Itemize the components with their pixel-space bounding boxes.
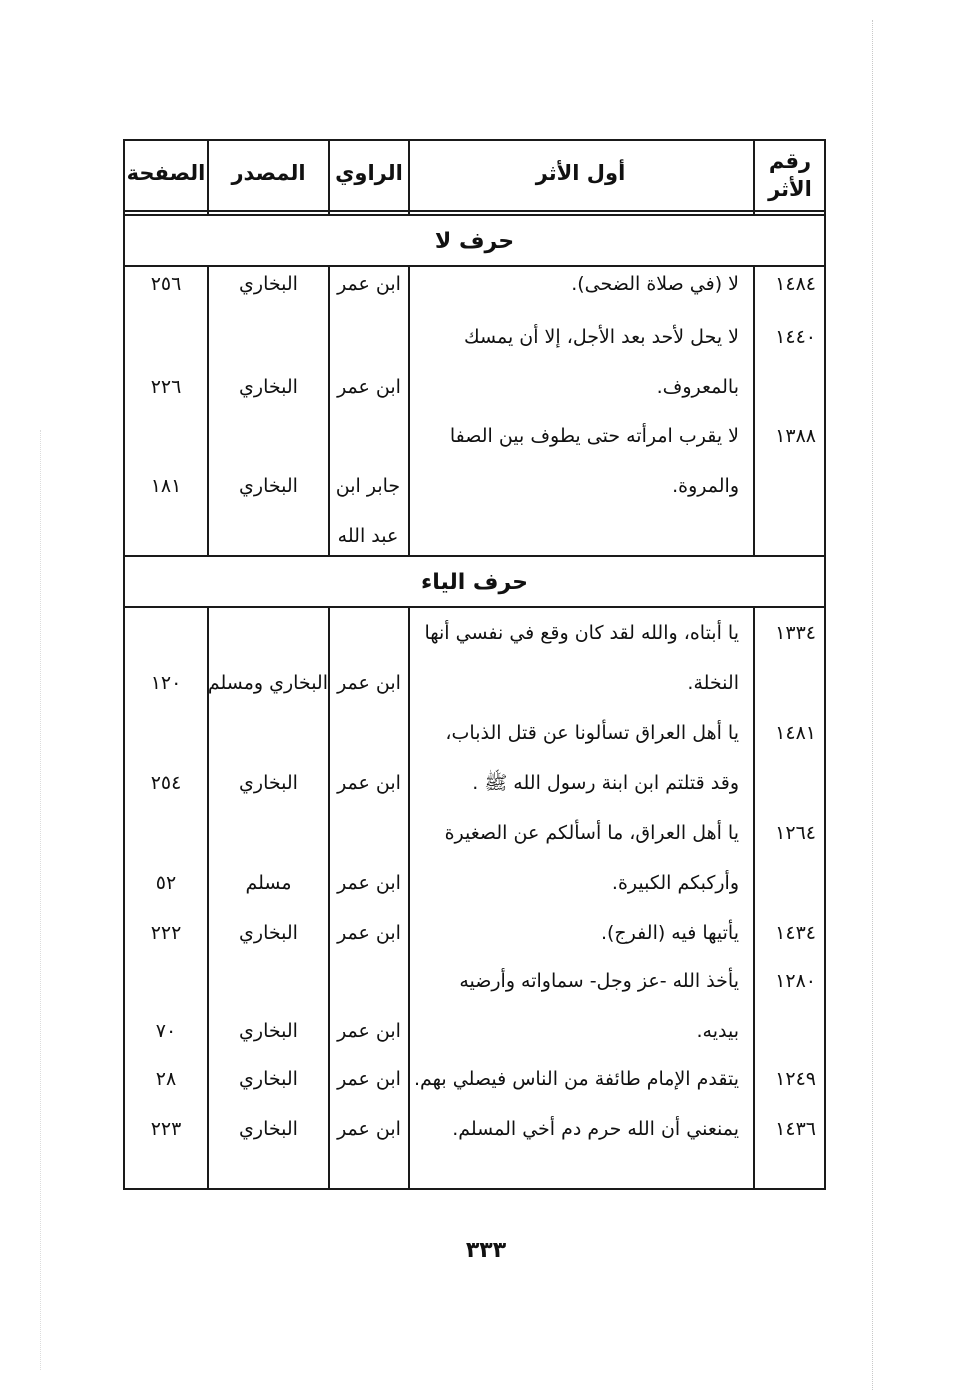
athar-number: ١٤٣٦: [775, 1118, 816, 1140]
athar-text: يأخذ الله -عز وجل- سماواته وأرضيه: [459, 970, 739, 992]
source: البخاري: [239, 1118, 298, 1140]
athar-index-table: [123, 139, 826, 1190]
page-ref: ٢٢٣: [150, 1118, 182, 1140]
header-page: الصفحة: [126, 161, 206, 185]
narrator: ابن عمر: [337, 872, 401, 894]
athar-number: ١٤٨٤: [775, 273, 816, 295]
athar-number: ١٤٨١: [775, 722, 816, 744]
athar-text: لا (في صلاة الضحى).: [571, 273, 739, 295]
page-edge-dots: [872, 20, 873, 1390]
page-ref: ٢٢٦: [150, 376, 182, 398]
page-edge-dots-left: [40, 430, 41, 1370]
athar-number: ١٢٤٩: [775, 1068, 816, 1090]
page-ref: ١٨١: [150, 475, 182, 497]
source: البخاري: [239, 1068, 298, 1090]
source: البخاري ومسلم: [207, 672, 328, 694]
page-number: ٣٣٣: [465, 1238, 507, 1263]
source: مسلم: [245, 872, 292, 894]
header-source: المصدر: [231, 161, 306, 185]
athar-number: ١٤٣٤: [775, 922, 816, 944]
page-ref: ٥٢: [155, 872, 177, 894]
narrator: ابن عمر: [337, 1118, 401, 1140]
header-number: رقم الأثر: [768, 149, 812, 201]
athar-number: ١٢٨٠: [775, 970, 816, 992]
athar-text: يا أهل العراق، ما أسألكم عن الصغيرة: [444, 822, 739, 844]
header-divider: [125, 210, 824, 212]
source: البخاري: [239, 376, 298, 398]
athar-number: ١٣٣٤: [775, 622, 816, 644]
source: البخاري: [239, 922, 298, 944]
athar-text: يتقدم الإمام طائفة من الناس فيصلي بهم.: [413, 1068, 739, 1090]
narrator: ابن عمر: [337, 672, 401, 694]
column-divider: [753, 141, 755, 1188]
athar-number: ١٤٤٠: [775, 326, 816, 348]
athar-text: يا أهل العراق تسألونا عن قتل الذباب،: [445, 722, 739, 744]
athar-text: يا أبتاه، والله لقد كان وقع في نفسي أنها: [424, 622, 739, 644]
page-ref: ٢٥٤: [150, 772, 182, 794]
narrator: ابن عمر: [337, 1020, 401, 1042]
source: البخاري: [239, 772, 298, 794]
source: البخاري: [239, 1020, 298, 1042]
athar-text: والمروة.: [672, 475, 739, 497]
narrator: ابن عمر: [337, 772, 401, 794]
column-divider: [408, 141, 410, 1188]
page-ref: ٢٥٦: [150, 273, 182, 295]
athar-text: لا يحل لأحد بعد الأجل، إلا أن يمسك: [464, 326, 739, 348]
section-title: حرف لا: [434, 229, 515, 254]
narrator: ابن عمر: [337, 1068, 401, 1090]
athar-text: لا يقرب امرأته حتى يطوف بين الصفا: [449, 425, 739, 447]
page-ref: ٢٨: [155, 1068, 177, 1090]
narrator: ابن عمر: [337, 376, 401, 398]
narrator: جابر ابن: [335, 475, 401, 497]
section-title: حرف الياء: [420, 570, 529, 595]
athar-number: ١٢٦٤: [775, 822, 816, 844]
narrator: ابن عمر: [337, 273, 401, 295]
narrator: ابن عمر: [337, 922, 401, 944]
athar-text: يمنعني أن الله حرم دم أخي المسلم.: [452, 1118, 739, 1140]
source: البخاري: [239, 273, 298, 295]
header-beginning: أول الأثر: [535, 161, 626, 185]
narrator: عبد الله: [337, 525, 399, 547]
athar-number: ١٣٨٨: [775, 425, 816, 447]
athar-text: بالمعروف.: [656, 376, 739, 398]
page-ref: ٧٠: [155, 1020, 177, 1042]
athar-text: بيديه.: [696, 1020, 739, 1042]
athar-text: وقد قتلتم ابن ابنة رسول الله ﷺ .: [472, 772, 739, 794]
header-narrator: الراوي: [335, 161, 403, 185]
page-ref: ١٢٠: [150, 672, 182, 694]
athar-text: وأركبكم الكبيرة.: [611, 872, 739, 894]
athar-text: يأتيها فيه (الفرج).: [600, 922, 739, 944]
source: البخاري: [239, 475, 298, 497]
athar-text: النخلة.: [687, 672, 739, 694]
page-ref: ٢٢٢: [150, 922, 182, 944]
